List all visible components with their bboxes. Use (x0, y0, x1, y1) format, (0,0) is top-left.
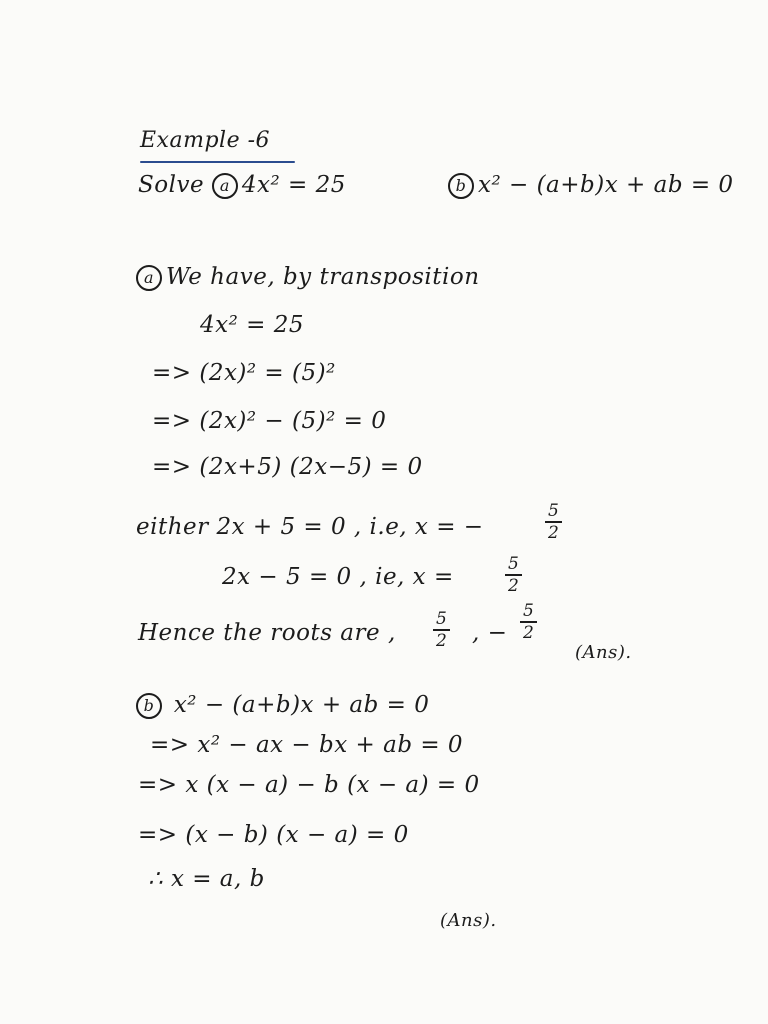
hence-root1-denominator: 2 (436, 631, 447, 651)
part-a-ans: (Ans). (575, 642, 632, 663)
roots-separator: , − (472, 620, 508, 646)
root2-denominator: 2 (508, 576, 519, 596)
hence-root1-numerator: 5 (436, 609, 447, 629)
part-b-line-1-text: x² − (a+b)x + ab = 0 (173, 692, 430, 718)
hence-root2-denominator: 2 (523, 623, 534, 643)
problem-b (448, 172, 734, 199)
part-a-intro (136, 264, 480, 291)
root2-numerator: 5 (508, 554, 519, 574)
example-title: Example -6 (140, 128, 271, 153)
part-b-ans: (Ans). (440, 910, 497, 931)
circled-a-label: a (212, 173, 238, 199)
second-root-line: 2x − 5 = 0 , ie, x = (222, 564, 454, 590)
hence-line: Hence the roots are , (138, 620, 396, 646)
hence-root1-fraction (433, 610, 450, 650)
part-b-label: b (136, 693, 162, 719)
root1-fraction (545, 502, 562, 542)
part-a-line-4: => (2x+5) (2x−5) = 0 (152, 454, 423, 480)
part-b-line-4: => (x − b) (x − a) = 0 (138, 822, 409, 848)
solve-label: Solve (138, 172, 205, 198)
part-a-line-2: => (2x)² = (5)² (152, 360, 336, 386)
part-a-label: a (136, 265, 162, 291)
problem-a-equation: 4x² = 25 (241, 172, 346, 198)
hence-root2-numerator: 5 (523, 601, 534, 621)
either-line: either 2x + 5 = 0 , i.e, x = − (136, 514, 484, 540)
part-a-intro-text: We have, by transposition (166, 264, 480, 290)
part-a-line-3: => (2x)² − (5)² = 0 (152, 408, 387, 434)
root1-denominator: 2 (548, 523, 559, 543)
part-b-line-2: => x² − ax − bx + ab = 0 (150, 732, 464, 758)
problem-b-equation: x² − (a+b)x + ab = 0 (478, 172, 734, 198)
root2-fraction (505, 555, 522, 595)
part-b-line-5: ∴ x = a, b (148, 866, 265, 892)
circled-b-label: b (448, 173, 474, 199)
title-underline (140, 161, 295, 163)
part-a-line-1: 4x² = 25 (200, 312, 304, 338)
part-b-line-1 (136, 692, 429, 719)
root1-numerator: 5 (548, 501, 559, 521)
problem-statement (138, 172, 346, 199)
hence-root2-fraction (520, 602, 537, 642)
part-b-line-3: => x (x − a) − b (x − a) = 0 (138, 772, 480, 798)
